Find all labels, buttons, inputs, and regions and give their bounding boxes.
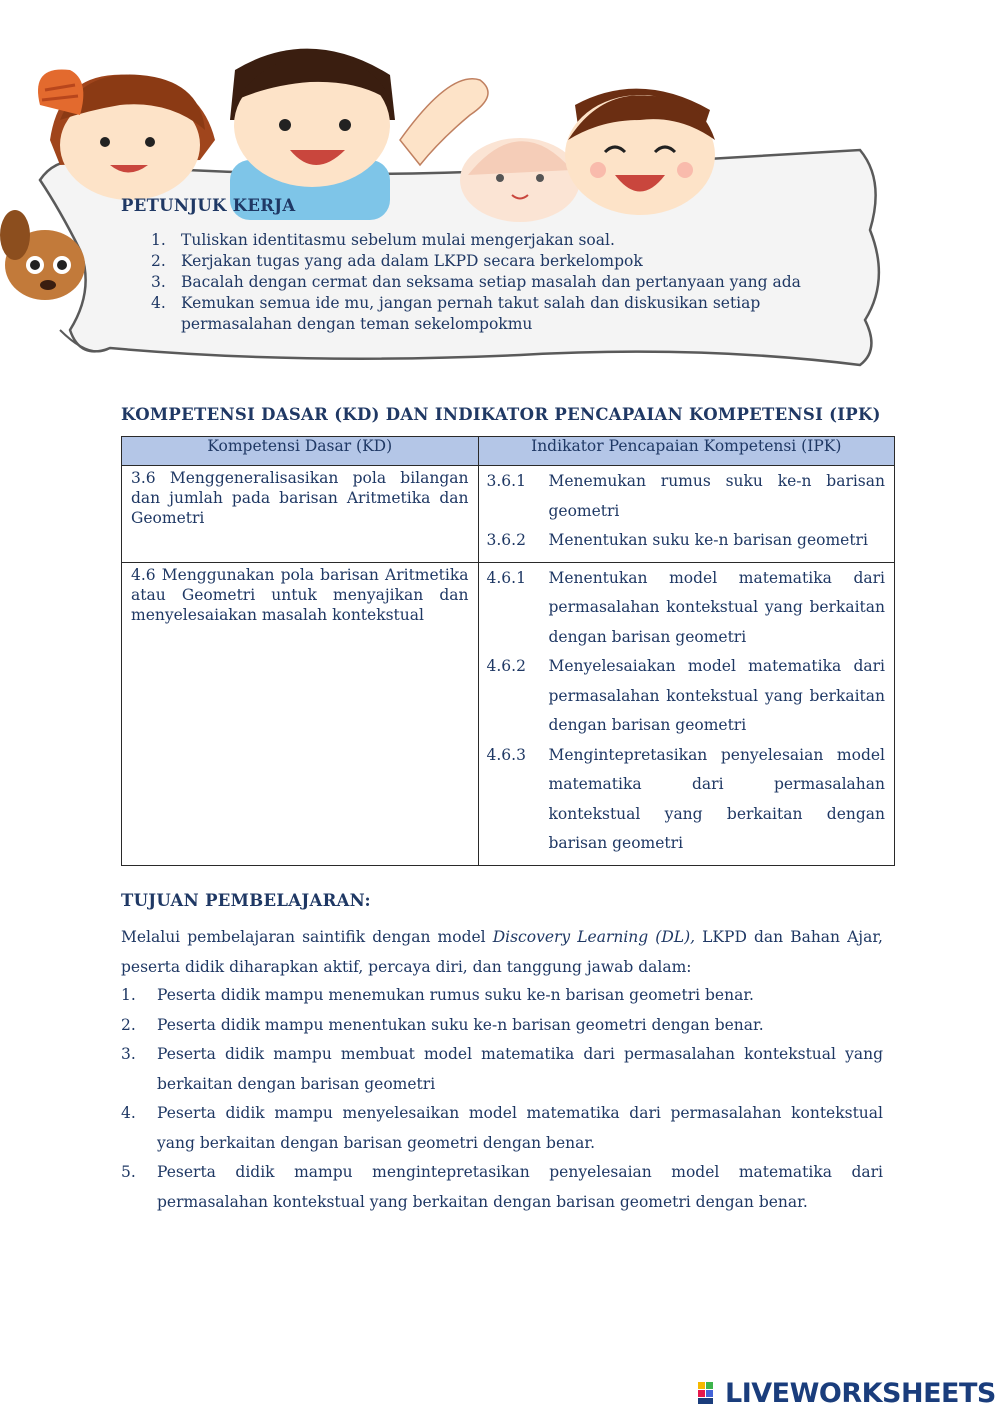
tujuan-title: TUJUAN PEMBELAJARAN: <box>121 891 371 910</box>
list-item: 1. Tuliskan identitasmu sebelum mulai mengerjakan soal. <box>151 231 615 249</box>
tujuan-intro: Melalui pembelajaran saintifik dengan model Discovery Learning (DL), LKPD dan Bahan Ajar, peserta didik diharapkan aktif, percaya diri, dan tanggung jawab dalam: <box>121 928 883 976</box>
table-row <box>122 562 895 865</box>
list-item: 2. Kerjakan tugas yang ada dalam LKPD secara berkelompok <box>151 252 643 270</box>
column-header-kd: Kompetensi Dasar (KD) <box>122 437 479 466</box>
ipk-item: 4.6.2 Menyelesaiakan model matematika dari permasalahan kontekstual yang berkaitan dengan barisan geometri <box>486 657 885 734</box>
liveworksheets-logo-text: LIVEWORKSHEETS <box>725 1377 996 1409</box>
list-item: 4. Kemukan semua ide mu, jangan pernah takut salah dan diskusikan setiap permasalahan dengan teman sekelompokmu <box>151 294 761 333</box>
list-item: 4. Peserta didik mampu menyelesaikan model matematika dari permasalahan kontekstual yang berkaitan dengan barisan geometri dengan benar. <box>121 1104 883 1152</box>
tujuan-list <box>121 981 883 1217</box>
ipk-cell <box>478 466 895 563</box>
liveworksheets-badge-icon <box>697 1380 723 1406</box>
kd-ipk-table <box>121 436 895 866</box>
table-header-row <box>122 437 895 466</box>
petunjuk-title: PETUNJUK KERJA <box>121 196 296 215</box>
petunjuk-list <box>146 230 846 335</box>
table-row <box>122 466 895 563</box>
list-item: 2. Peserta didik mampu menentukan suku ke-n barisan geometri dengan benar. <box>121 1015 764 1034</box>
list-item: 3. Peserta didik mampu membuat model matematika dari permasalahan kontekstual yang berkaitan dengan barisan geometri <box>121 1045 883 1093</box>
ipk-item: 4.6.3 Mengintepretasikan penyelesaian model matematika dari permasalahan kontekstual yang berkaitan dengan barisan geometri <box>486 745 885 852</box>
ipk-item: 4.6.1 Menentukan model matematika dari permasalahan kontekstual yang berkaitan dengan barisan geometri <box>486 568 885 646</box>
column-header-ipk: Indikator Pencapaian Kompetensi (IPK) <box>478 437 895 466</box>
kd-cell: 3.6 Menggeneralisasikan pola bilangan dan jumlah pada barisan Aritmetika dan Geometri <box>122 466 479 563</box>
ipk-item: 3.6.1 Menemukan rumus suku ke-n barisan geometri <box>486 472 885 520</box>
kd-cell: 4.6 Menggunakan pola barisan Aritmetika atau Geometri untuk menyajikan dan menyelesaiakan masalah kontekstual <box>122 562 479 865</box>
list-item: 3. Bacalah dengan cermat dan seksama setiap masalah dan pertanyaan yang ada <box>151 273 801 291</box>
list-item: 5. Peserta didik mampu mengintepretasikan penyelesaian model matematika dari permasalahan kontekstual yang berkaitan dengan barisan geometri dengan benar. <box>121 1163 883 1211</box>
ipk-cell <box>478 562 895 865</box>
ipk-item: 3.6.2 Menentukan suku ke-n barisan geometri <box>486 531 868 549</box>
smiling-boy-illustration <box>565 89 715 215</box>
liveworksheets-logo[interactable] <box>697 1378 996 1408</box>
list-item: 1. Peserta didik mampu menemukan rumus suku ke-n barisan geometri benar. <box>121 986 754 1004</box>
baby-illustration <box>460 138 580 222</box>
kompetensi-title: KOMPETENSI DASAR (KD) DAN INDIKATOR PENCAPAIAN KOMPETENSI (IPK) <box>121 405 881 424</box>
